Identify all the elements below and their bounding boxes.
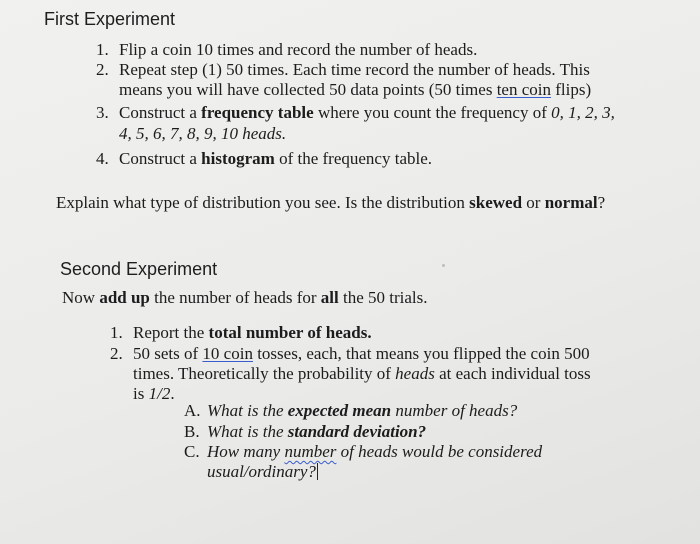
subitem-c-text-line1: How many number of heads would be considered xyxy=(207,442,543,461)
subitem-b-text: What is the standard deviation? xyxy=(207,422,427,441)
second-item-2-number: 2. xyxy=(110,344,123,363)
first-item-1-number: 1. xyxy=(96,40,109,59)
subitem-a-letter: A. xyxy=(184,401,201,420)
second-item-2-text-line2: times. Theoretically the probability of heads at each individual toss xyxy=(133,364,591,383)
first-item-4-number: 4. xyxy=(96,149,109,168)
ten-coin-underlined: ten coin xyxy=(496,80,551,99)
first-item-3-text-line1: Construct a frequency table where you count the frequency of 0, 1, 2, 3, xyxy=(119,103,615,122)
stray-dot xyxy=(442,264,445,267)
second-intro: Now add up the number of heads for all the 50 trials. xyxy=(62,288,428,307)
10-coin-underlined: 10 coin xyxy=(202,344,253,363)
first-item-3-number: 3. xyxy=(96,103,109,122)
distribution-question: Explain what type of distribution you see. Is the distribution skewed or normal? xyxy=(56,193,606,212)
second-item-2-text-line3: is 1/2. xyxy=(133,384,175,403)
second-item-1-text: Report the total number of heads. xyxy=(133,323,372,342)
first-experiment-heading: First Experiment xyxy=(44,9,176,29)
first-item-2-text-line1: Repeat step (1) 50 times. Each time record the number of heads. This xyxy=(119,60,590,79)
second-experiment-heading: Second Experiment xyxy=(60,259,218,279)
subitem-b-letter: B. xyxy=(184,422,200,441)
histogram-bold: histogram xyxy=(201,149,275,168)
spellcheck-underlined-word: number xyxy=(284,442,337,461)
first-item-1-text: Flip a coin 10 times and record the number of heads. xyxy=(119,40,478,59)
subitem-c-text-line2[interactable]: usual/ordinary? xyxy=(207,462,316,481)
first-item-2-number: 2. xyxy=(96,60,109,79)
second-item-1-number: 1. xyxy=(110,323,123,342)
subitem-c-letter: C. xyxy=(184,442,200,461)
first-item-2-text-line2: means you will have collected 50 data points (50 times ten coin flips) xyxy=(119,80,592,99)
first-item-4-text: Construct a histogram of the frequency table. xyxy=(119,149,433,168)
subitem-a-text: What is the expected mean number of heads? xyxy=(207,401,518,420)
text-cursor xyxy=(317,463,318,480)
frequency-table-bold: frequency table xyxy=(201,103,314,122)
second-item-2-text-line1: 50 sets of 10 coin tosses, each, that means you flipped the coin 500 xyxy=(133,344,590,363)
first-item-3-text-line2: 4, 5, 6, 7, 8, 9, 10 heads. xyxy=(119,124,287,143)
